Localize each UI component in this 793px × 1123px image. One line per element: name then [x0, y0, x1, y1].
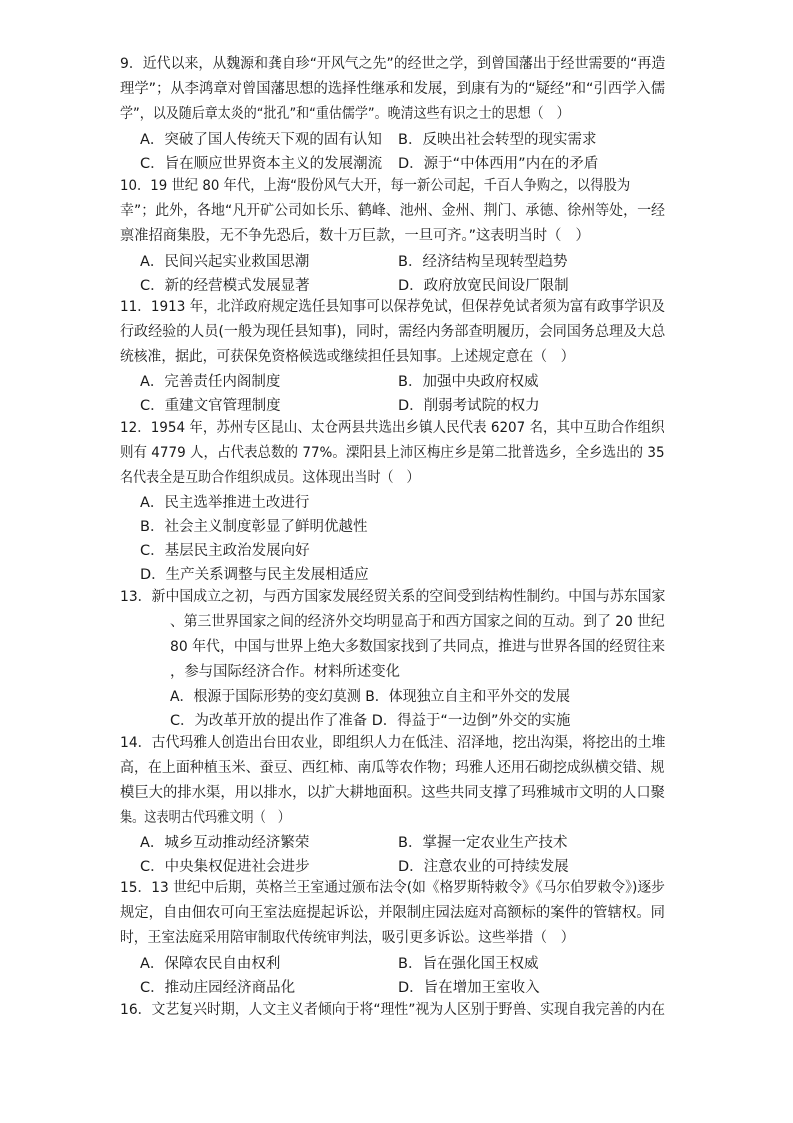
question-12-option: D．生产关系调整与民主发展相适应 [140, 567, 369, 583]
question-11-option: D．削弱考试院的权力 [398, 398, 540, 414]
question-15-option: D．旨在增加王室收入 [398, 980, 540, 996]
question-14-option: B．掌握一定农业生产技术 [398, 835, 568, 851]
question-15-stem-line: 时，王室法庭采用陪审制取代传统审判法，吸引更多诉讼。这些举措（ ） [120, 930, 575, 946]
question-10-option: D．政府放宽民间设厂限制 [398, 278, 569, 294]
question-15-option: C．推动庄园经济商品化 [140, 980, 296, 996]
question-16-stem-line: 16．文艺复兴时期，人文主义者倾向于将“理性”视为人区别于野兽、实现自我完善的内在 [120, 1002, 665, 1018]
question-12-option: B．社会主义制度彰显了鲜明优越性 [140, 519, 368, 535]
question-12-stem-line: 则有 4779 人，占代表总数的 77%。溧阳县上沛区梅庄乡是第二批普选乡，全乡选出的 35 [120, 445, 665, 461]
question-15-stem-line: 规定，自由佃农可向王室法庭提起诉讼，并限制庄园法庭对高额标的案件的管辖权。同 [120, 905, 665, 921]
question-9-stem-line: 学”，以及随后章太炎的“批孔”和“重估儒学”。晚清这些有识之士的思想（ ） [120, 106, 570, 122]
question-11-option: C．重建文官管理制度 [140, 398, 281, 414]
question-9-option: D．源于“中体西用”内在的矛盾 [398, 156, 599, 172]
question-13-option: C．为改革开放的提出作了准备 D．得益于“一边倒”外交的实施 [170, 713, 571, 729]
question-11-stem-line: 行政经验的人员(一般为现任县知事)，同时，需经内务部查明履历，会同国务总理及大总 [120, 324, 666, 340]
question-12-option: C．基层民主政治发展向好 [140, 543, 310, 559]
question-10-option: B．经济结构呈现转型趋势 [398, 254, 568, 270]
question-14-stem-line: 高，在上面种植玉米、蚕豆、西红柿、南瓜等农作物；玛雅人还用石砌挖成纵横交错、规 [120, 760, 665, 776]
question-11-option: B．加强中央政府权威 [398, 374, 539, 390]
question-9-stem-line: 理学”；从李鸿章对曾国藩思想的选择性继承和发展，到康有为的“疑经”和“引西学入儒 [120, 81, 666, 97]
question-10-stem-line: 10．19 世纪 80 年代，上海“股份风气大开，每一新公司起，千百人争购之，以得股为 [120, 178, 631, 194]
question-10-option: C．新的经营模式发展显著 [140, 278, 310, 294]
question-15-stem-line: 15．13 世纪中后期，英格兰王室通过颁布法令(如《格罗斯特敕令》《马尔伯罗敕令》)逐步 [120, 880, 665, 896]
question-10-option: A．民间兴起实业救国思潮 [140, 254, 310, 270]
question-13-stem-line: 80 年代，中国与世界上绝大多数国家找到了共同点，推进与世界各国的经贸往来 [170, 639, 666, 655]
question-13-option: A．根源于国际形势的变幻莫测 B．体现独立自主和平外交的发展 [170, 689, 570, 705]
question-15-option: B．旨在强化国王权威 [398, 956, 539, 972]
question-14-option: A．城乡互动推动经济繁荣 [140, 835, 310, 851]
question-11-stem-line: 统核准，据此，可获保免资格候选或继续担任县知事。上述规定意在（ ） [120, 349, 575, 365]
question-9-option: B．反映出社会转型的现实需求 [398, 132, 597, 148]
question-14-option: D．注意农业的可持续发展 [398, 859, 569, 875]
question-9-option: C．旨在顺应世界资本主义的发展潮流 [140, 156, 383, 172]
question-12-stem-line: 12．1954 年，苏州专区昆山、太仓两县共选出乡镇人民代表 6207 名，其中互助合作组织 [120, 420, 665, 436]
question-13-stem-line: 、第三世界国家之间的经济外交均明显高于和西方国家之间的互动。到了 20 世纪 [170, 614, 665, 630]
question-9-option: A．突破了国人传统天下观的固有认知 [140, 132, 382, 148]
question-12-option: A．民主选举推进土改进行 [140, 495, 310, 511]
question-13-stem-line: 13．新中国成立之初，与西方国家发展经贸关系的空间受到结构性制约。中国与苏东国家 [120, 589, 666, 605]
question-13-stem-line: ，参与国际经济合作。材料所述变化 [170, 664, 400, 680]
question-15-option: A．保障农民自由权利 [140, 956, 281, 972]
question-11-stem-line: 11．1913 年，北洋政府规定选任县知事可以保荐免试，但保荐免试者须为富有政事学识及 [120, 299, 665, 315]
question-14-option: C．中央集权促进社会进步 [140, 859, 310, 875]
question-10-stem-line: 幸”；此外，各地“凡开矿公司如长乐、鹤峰、池州、金州、荆门、承德、徐州等处，一经 [120, 203, 666, 219]
question-14-stem-line: 模巨大的排水渠，用以排水，以扩大耕地面积。这些共同支撑了玛雅城市文明的人口聚 [120, 785, 665, 801]
question-14-stem-line: 14．古代玛雅人创造出台田农业，即组织人力在低洼、沼泽地，挖出沟渠，将挖出的土堆 [120, 735, 666, 751]
question-9-stem-line: 9．近代以来，从魏源和龚自珍“开风气之先”的经世之学，到曾国藩出于经世需要的“再造 [120, 56, 666, 72]
question-14-stem-line: 集。这表明古代玛雅文明（ ） [120, 810, 290, 826]
question-11-option: A．完善责任内阁制度 [140, 374, 281, 390]
question-12-stem-line: 名代表全是互助合作组织成员。这体现出当时（ ） [120, 470, 420, 486]
question-10-stem-line: 禀准招商集股，无不争先恐后，数十万巨款，一旦可齐。”这表明当时（ ） [120, 228, 590, 244]
